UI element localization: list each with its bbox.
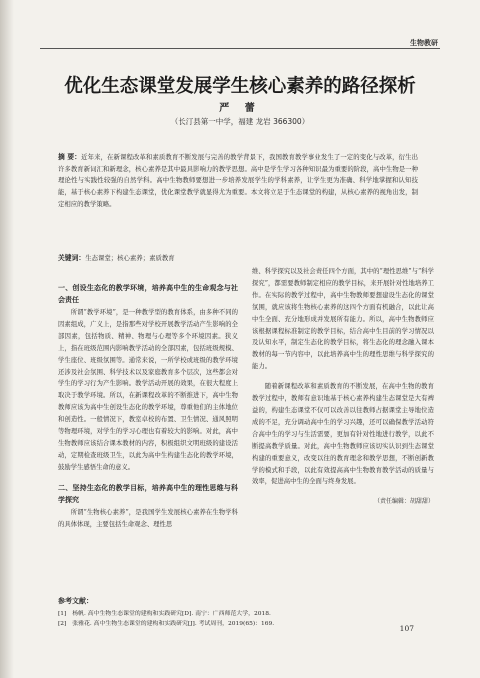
references [58,596,438,630]
keywords-label: 关键词： [58,254,86,262]
left-column [58,280,238,539]
abstract-text: 近年来，在新课程改革和素质教育不断发展与完善的教学背景下，我国教育教学事业发生了一定的变化与改革，衍生出许多教育新词汇和新理念，核心素养是其中最具影响力的教学思想。高中是学生学习各种知识最为重要的阶段，高中生物是一种理论性与实践性较强的自然学科。高中生物教师要想进一步培养发展学生的学科素养，让学生更为准确、科学地掌握和认知技能，基于核心素养下构建生态课堂，优化课堂教学就显得尤为重要。本文将立足于生态课堂的构建，从核心素养的视角出发，制定相应的教学策略。 [58,153,418,208]
reference-item: [2] 张雅花. 高中生物生态课堂的建构和实践研究[J]. 考试周刊，2019(65)：169. [58,621,275,627]
article-title: 优化生态课堂发展学生核心素养的路径探析 [64,76,416,97]
abstract [58,152,418,211]
section-2-continued: 维、科学探究以及社会责任四个方面，其中的“理性思维”与“科学探究”，都需要教师制定相应的教学目标，来开展针对性地培养工作。在实际的教学过程中，高中生物教师要想建设生态化的课堂氛围，就应该将生物核心素养的这四个方面有机融合，以此让高中生全面、充分地形成并发展所有能力。所以，高中生物教师应该根据课程标准制定的教学目标，结合高中生目前的学习情况以及认知水平，制定生态化的教学目标，将生态化的理念融入课本教材的每一节内容中，以此培养高中生的理性思维与科学探究的能力。 [252,268,434,371]
keywords [58,252,418,262]
section-2-paragraph: 所谓“生物核心素养”，是我国学生发展核心素养在生物学科的具体体现，主要包括生命观念、理性思 [58,508,238,528]
binding-shadow [0,0,14,678]
page-number: 107 [399,624,414,633]
editor-credit: （责任编辑：胡甜甜） [373,498,434,506]
header-rule [40,48,440,49]
section-heading-1: 一、创设生态化的教学环境，培养高中生的生命观念与社会责任 [58,284,238,304]
keywords-text: 生态课堂；核心素养；素质教育 [85,254,175,262]
abstract-label: 摘 要： [58,153,82,161]
conclusion-paragraph: 随着新课程改革和素质教育的不断发展，在高中生物的教育教学过程中，教师有意识地基于核心素养构建生态课堂是大有裨益的，构建生态课堂不仅可以改善以往教师占据课堂主导地位造成的不足，充分调动高中生的学习兴趣，还可以确保教学活动符合高中生的学习与生活需要，更加有针对性地进行教学，以此不断提高教学质量。对此，高中生物教师应该切实认识到生态课堂构建的重要意义，改变以往的教育理念和教学思想，不断创新教学的模式和手段，以此有效提高高中生物教育教学活动的质量与效率，促进高中生的全面与终身发展。 [252,383,434,486]
reference-item: [1] 杨帆. 高中生物生态课堂的建构和实践研究[D]. 南宁：广西师范大学，2018. [58,610,271,617]
author-affiliation: （长汀县第一中学，福建 龙岩 366300） [170,117,310,126]
section-heading-2: 二、坚持生态化的教学目标，培养高中生的理性思维与科学探究 [58,483,238,504]
section-1-paragraph: 所谓“教学环境”，是一种教学型的教育体系，由多种不同的因素组成，广义上，是指那些对学校开展教学活动产生影响的全部因素，包括物质、精神、物理与心理等多个环境因素。狭义上，指在班级范围内影响教学活动的全部因素，包括班级规模、学生座位、班级氛围等。通常来说，一所学校或班级的教学环境还涉及社会氛围、科学技术以及家庭教育多个层次，这些都会对学生的学习行为产生影响。教学活动开展的效果，在很大程度上取决于教学环境。所以，在新课程改革的不断推进下，高中生物教师应该为高中生创设生态化的教学环境，尊重他们的主体地位和创造性。一般情况下，教室卓校的布置、卫生情况、通风照明等物理环境，对学生的学习心理也有着较大的影响。对此，高中生物教师应该结合课本教材的内容，积极组织文明班级的建设活动，定期检查班级卫生，以此为高中生构建生态化的教学环境，鼓励学生感悟生命的意义。 [58,309,238,471]
right-column [252,266,434,508]
references-heading: 参考文献： [58,597,93,605]
author-name: 严 蕾 [219,103,261,114]
section-tag: 生物教研 [410,39,438,47]
